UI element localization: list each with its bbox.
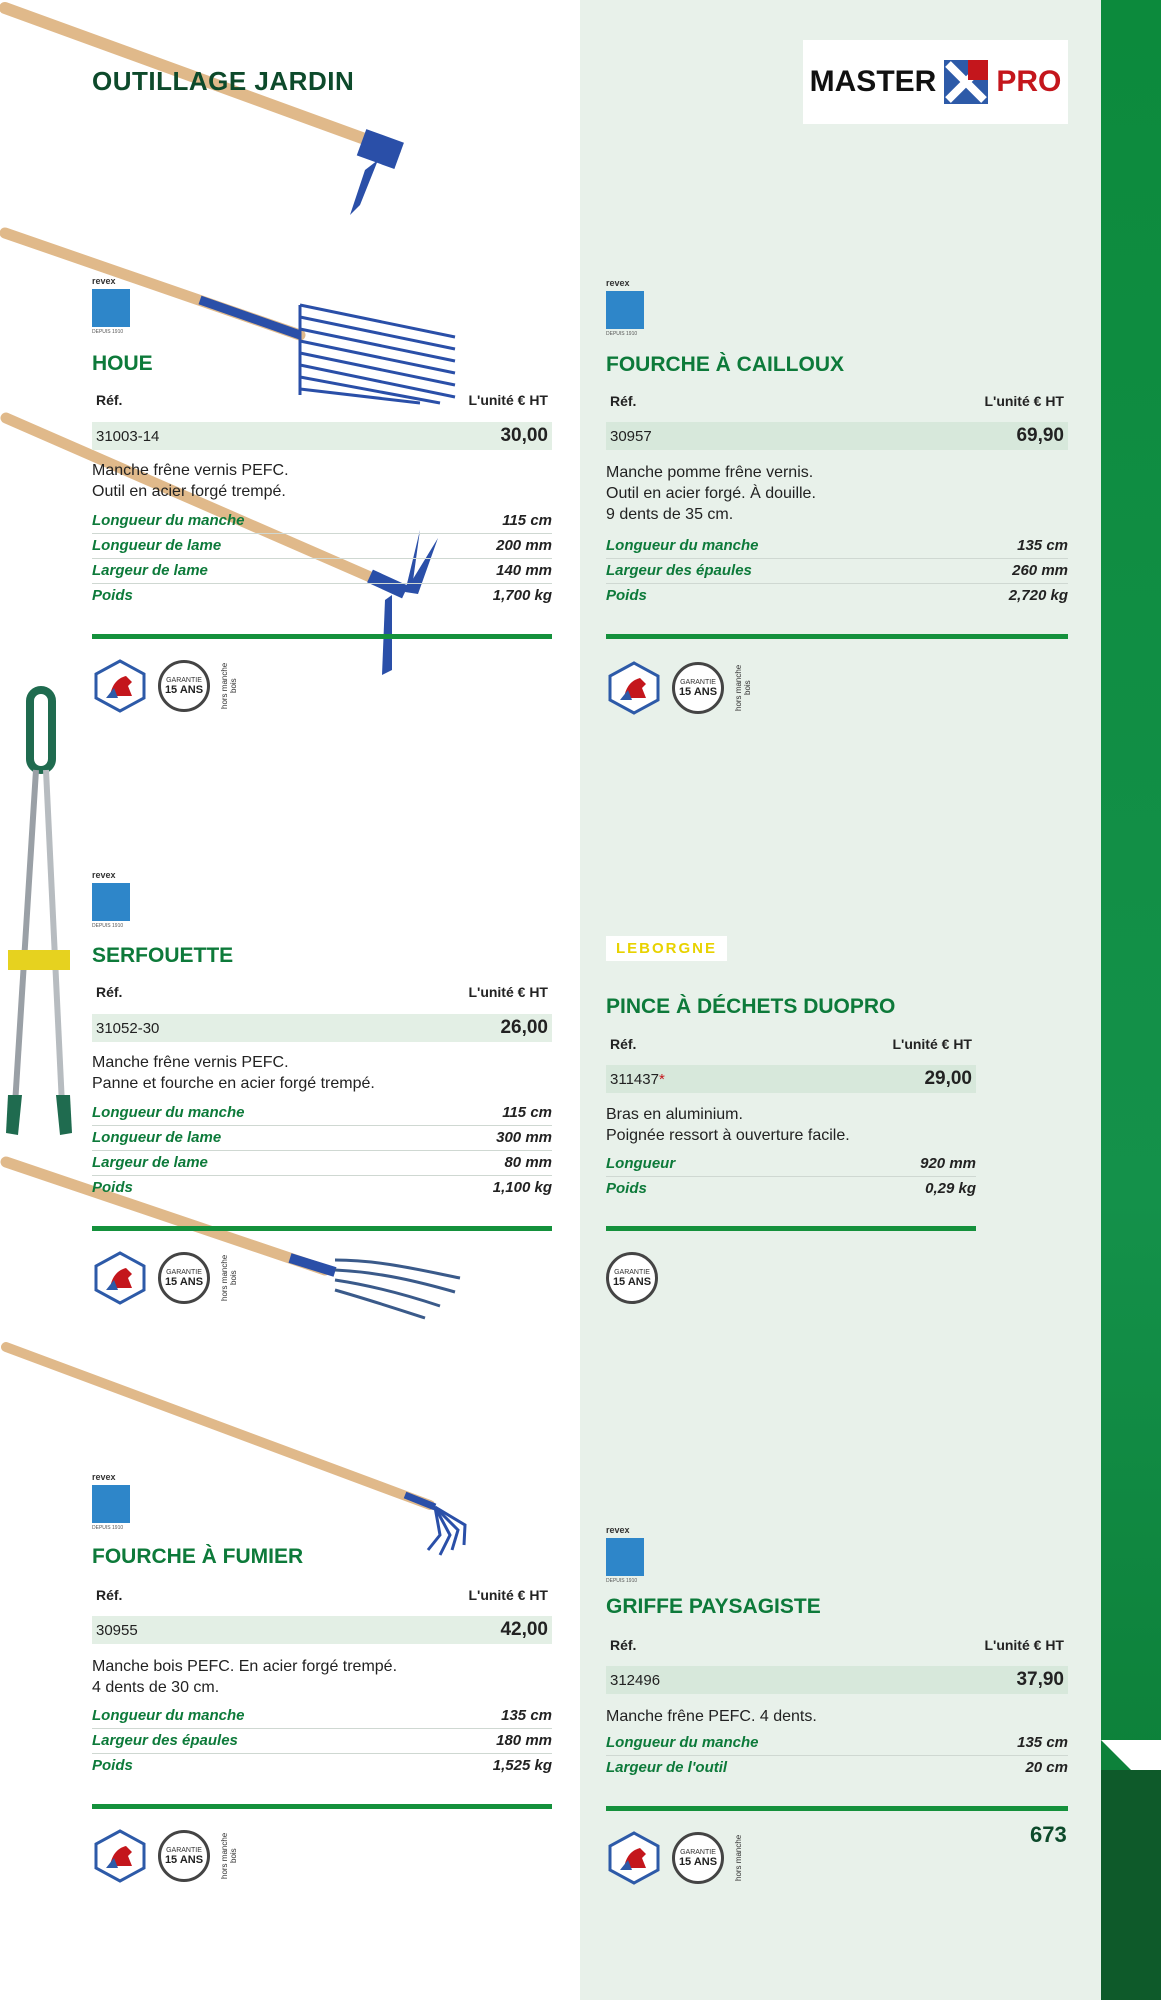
revex-logo: revex DEPUIS 1910 — [92, 1472, 132, 1531]
ref-row — [92, 1014, 552, 1042]
hors-manche-note: hors manche bois — [220, 662, 238, 710]
spec-row: Largeur de l'outil 20 cm — [606, 1759, 1068, 1776]
griffe-image — [0, 1335, 480, 1575]
brand-word-pro: PRO — [996, 65, 1062, 98]
badges — [92, 658, 238, 714]
garantie-15-ans-badge: GARANTIE 15 ANS — [606, 1252, 658, 1304]
description: Manche bois PEFC. En acier forgé trempé. 4 dents de 30 cm. — [92, 1658, 398, 1696]
product-name: GRIFFE PAYSAGISTE — [606, 1595, 821, 1618]
side-green-bar — [1101, 0, 1161, 2000]
description: Manche pomme frêne vernis. Outil en acier forgé. À douille. 9 dents de 35 cm. — [606, 464, 816, 523]
ref-number: 30957 — [610, 427, 652, 445]
badges — [92, 1828, 238, 1884]
garantie-15-ans-badge: GARANTIE 15 ANS — [158, 660, 210, 712]
spec-row: Longueur de lame 200 mm — [92, 533, 552, 559]
divider — [606, 634, 1068, 639]
made-in-france-icon — [92, 1828, 148, 1884]
spec-row: Longueur 920 mm — [606, 1151, 976, 1177]
houe-image — [0, 0, 430, 220]
ref-row — [606, 422, 1068, 450]
spec-row: Longueur du manche 115 cm — [92, 508, 552, 534]
badges — [606, 1252, 658, 1304]
spec-row: Largeur de lame 140 mm — [92, 558, 552, 584]
spec-row: Longueur du manche 115 cm — [92, 1100, 552, 1126]
ref-row — [92, 422, 552, 450]
spec-row: Longueur du manche 135 cm — [92, 1703, 552, 1729]
divider — [606, 1806, 1068, 1811]
price: 29,00 — [924, 1068, 972, 1089]
product-name: SERFOUETTE — [92, 944, 234, 967]
revex-logo: revex DEPUIS 1910 — [92, 870, 132, 929]
revex-logo: revex DEPUIS 1910 — [606, 278, 646, 337]
description: Manche frêne vernis PEFC. Panne et fourche en acier forgé trempé. — [92, 1054, 375, 1092]
hors-manche-note: hors manche bois — [220, 1832, 238, 1880]
description: Manche frêne PEFC. 4 dents. — [606, 1708, 817, 1725]
badges — [92, 1250, 238, 1306]
revex-logo: revex DEPUIS 1910 — [92, 276, 132, 335]
ref-header: Réf. L'unité € HT — [610, 393, 1064, 409]
spec-row: Largeur de lame 80 mm — [92, 1150, 552, 1176]
ref-number: 31003-14 — [96, 427, 160, 445]
ref-header: Réf. L'unité € HT — [610, 1637, 1064, 1653]
spec-row: Longueur de lame 300 mm — [92, 1125, 552, 1151]
divider — [92, 1226, 552, 1231]
ref-row — [606, 1666, 1068, 1694]
product-name: HOUE — [92, 352, 153, 375]
spec-row: Poids 1,525 kg — [92, 1757, 552, 1774]
garantie-15-ans-badge: GARANTIE 15 ANS — [672, 1832, 724, 1884]
spec-row: Poids 1,700 kg — [92, 587, 552, 604]
hors-manche-note: hors manche bois — [220, 1254, 238, 1302]
price: 37,90 — [1016, 1669, 1064, 1690]
divider — [92, 634, 552, 639]
made-in-france-icon — [606, 660, 662, 716]
divider — [606, 1226, 976, 1231]
hors-manche-note: hors manche bois — [734, 664, 752, 712]
description: Bras en aluminium. Poignée ressort à ouverture facile. — [606, 1106, 850, 1144]
ref-number: 311437* — [610, 1070, 665, 1088]
brand-word-master: MASTER — [809, 65, 937, 98]
masterpro-logo — [803, 40, 1068, 124]
price: 26,00 — [500, 1017, 548, 1038]
description: Manche frêne vernis PEFC. Outil en acier forgé trempé. — [92, 462, 289, 500]
price: 30,00 — [500, 425, 548, 446]
leborgne-logo: LEBORGNE — [606, 936, 727, 961]
ref-header: Réf. L'unité € HT — [96, 1587, 548, 1603]
page-number: 673 — [1030, 1822, 1067, 1847]
product-name: FOURCHE À FUMIER — [92, 1545, 304, 1568]
spec-row: Poids 0,29 kg — [606, 1180, 976, 1197]
product-name: PINCE À DÉCHETS DUOPRO — [606, 995, 896, 1018]
spec-row: Longueur du manche 135 cm — [606, 533, 1068, 559]
section-title: OUTILLAGE JARDIN — [92, 66, 355, 96]
spec-row: Largeur des épaules 180 mm — [92, 1728, 552, 1754]
badges — [606, 660, 752, 716]
garantie-15-ans-badge: GARANTIE 15 ANS — [672, 662, 724, 714]
made-in-france-icon — [606, 1830, 662, 1886]
spec-row: Longueur du manche 135 cm — [606, 1730, 1068, 1756]
ref-header: Réf. L'unité € HT — [610, 1036, 972, 1052]
ref-header: Réf. L'unité € HT — [96, 392, 548, 408]
divider — [92, 1804, 552, 1809]
price: 69,90 — [1016, 425, 1064, 446]
ref-row — [92, 1616, 552, 1644]
badges — [606, 1830, 743, 1886]
made-in-france-icon — [92, 658, 148, 714]
ref-row — [606, 1065, 976, 1093]
garantie-15-ans-badge: GARANTIE 15 ANS — [158, 1252, 210, 1304]
masterpro-cross-icon — [942, 58, 990, 106]
side-tab — [1101, 1770, 1161, 2000]
product-name: FOURCHE À CAILLOUX — [606, 353, 844, 376]
revex-logo: revex DEPUIS 1910 — [606, 1525, 646, 1584]
spec-row: Poids 1,100 kg — [92, 1179, 552, 1196]
ref-number: 31052-30 — [96, 1019, 160, 1037]
ref-header: Réf. L'unité € HT — [96, 984, 548, 1000]
hors-manche-note: hors manche — [734, 1834, 743, 1882]
pince-image — [0, 685, 90, 1145]
fourche-cailloux-image — [0, 225, 465, 405]
price: 42,00 — [500, 1619, 548, 1640]
spec-row: Poids 2,720 kg — [606, 587, 1068, 604]
ref-number: 312496 — [610, 1671, 661, 1689]
garantie-15-ans-badge: GARANTIE 15 ANS — [158, 1830, 210, 1882]
ref-number: 30955 — [96, 1621, 138, 1639]
spec-row: Largeur des épaules 260 mm — [606, 558, 1068, 584]
made-in-france-icon — [92, 1250, 148, 1306]
